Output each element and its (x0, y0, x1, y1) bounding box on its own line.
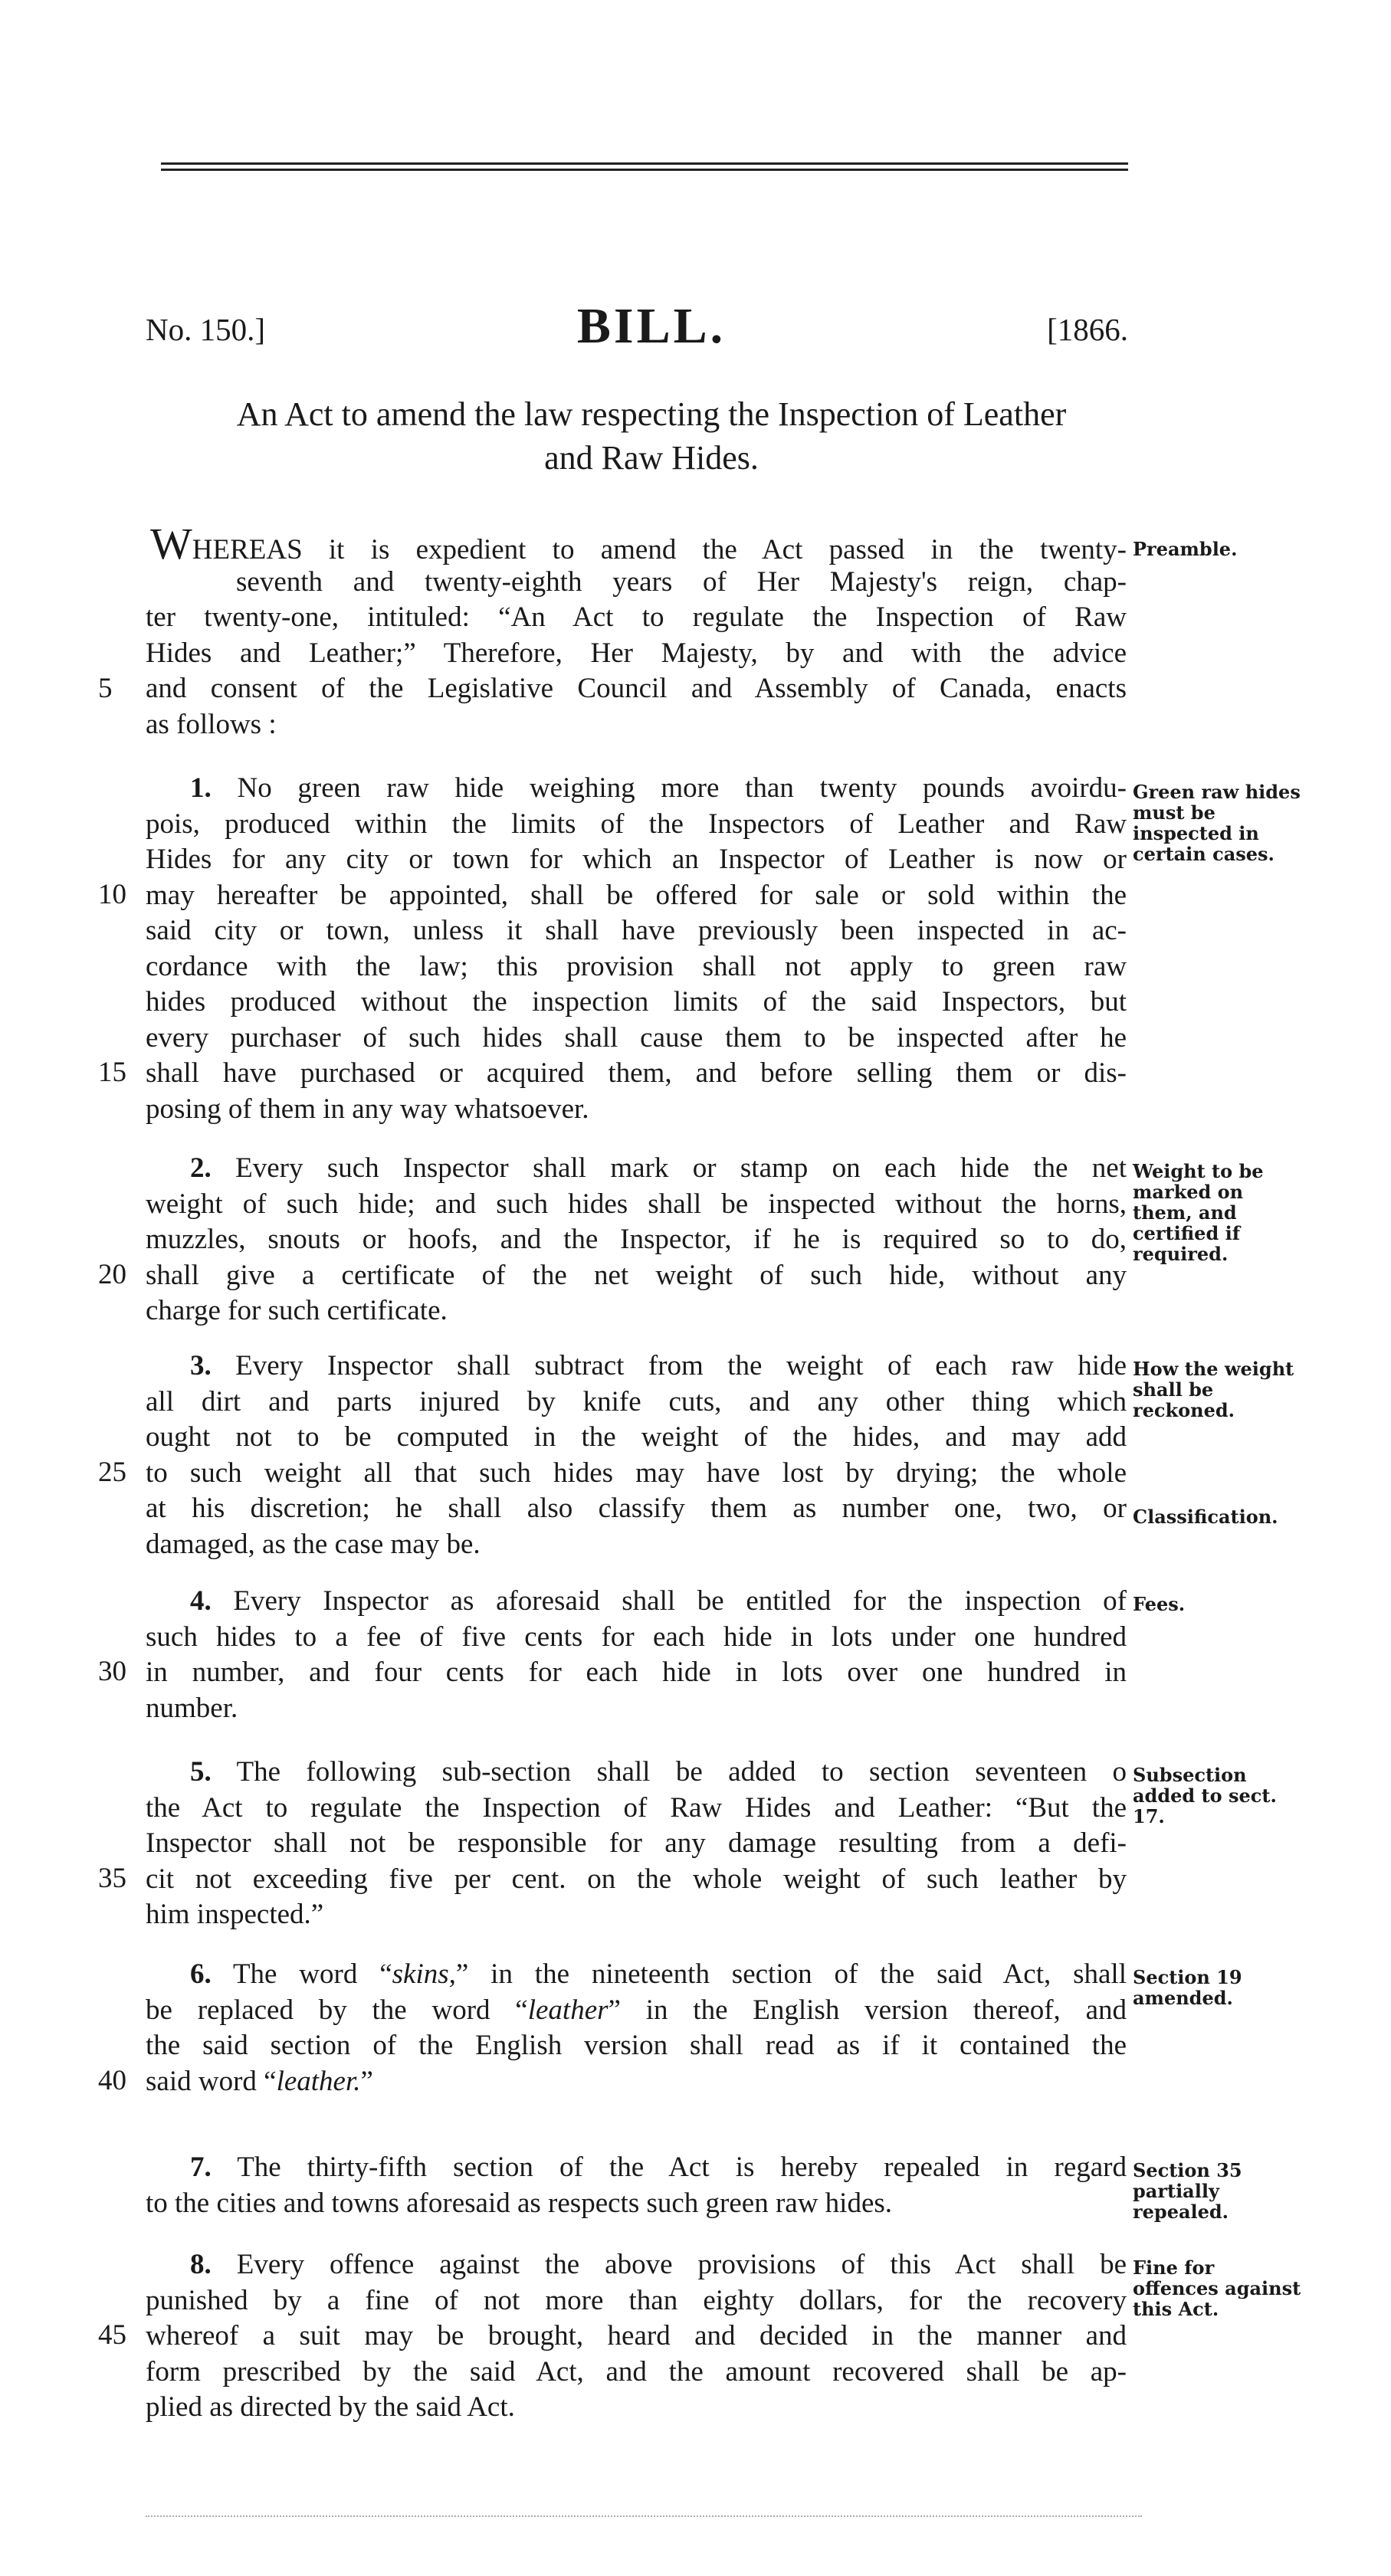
section-line: in number, and four cents for each hide in lots over one hundred in (146, 1657, 1127, 1688)
margin-note-section-1: Green raw hides must be inspected in certain cases. (1133, 781, 1301, 865)
section-line: to such weight all that such hides may have lost by drying; the whole (146, 1457, 1127, 1489)
section-line: all dirt and parts injured by knife cuts, and any other thing which (146, 1385, 1127, 1417)
line-number: 15 (98, 1057, 126, 1088)
section-line: The thirty-fifth section of the Act is hereby repealed in regard (237, 2152, 1127, 2183)
act-title-line-2: and Raw Hides. (544, 439, 759, 477)
section-line: Every Inspector shall subtract from the weight of each raw hide (235, 1350, 1127, 1381)
section-line: Inspector shall not be responsible for any damage resulting from a defi- (146, 1827, 1127, 1859)
bill-year: [1866. (1047, 312, 1128, 347)
section-line: No green raw hide weighing more than twenty pounds avoirdu- (237, 772, 1127, 804)
section-line: charge for such certificate. (146, 1295, 448, 1326)
italic-word: skins, (392, 1958, 456, 1990)
section-line: weight of such hide; and such hides shall be inspected without the horns, (146, 1188, 1127, 1220)
line-number: 45 (98, 2319, 126, 2351)
section-4 (146, 1584, 1127, 1726)
section-line: The following sub-section shall be added to section seventeen o (236, 1756, 1127, 1788)
section-number: 8. (190, 2249, 212, 2280)
section-text: ” in the nineteenth section of the said Act, shall (455, 1958, 1127, 1990)
section-line: damaged, as the case may be. (146, 1528, 481, 1560)
preamble-line: seventh and twenty-eighth years of Her Majesty's reign, chap- (236, 565, 1127, 598)
section-line: to the cities and towns aforesaid as respects such green raw hides. (146, 2187, 893, 2219)
line-number: 10 (98, 879, 126, 910)
section-2 (146, 1151, 1127, 1329)
section-line: Every Inspector as aforesaid shall be entitled for the inspection of (233, 1585, 1127, 1617)
section-line: pois, produced within the limits of the Inspectors of Leather and Raw (146, 808, 1127, 840)
section-line: at his discretion; he shall also classify them as number one, two, or (146, 1493, 1127, 1524)
section-line: such hides to a fee of five cents for each hide in lots under one hundred (146, 1621, 1127, 1653)
margin-note-section-4: Fees. (1133, 1593, 1186, 1615)
section-number: 1. (190, 772, 212, 804)
section-text: ” (360, 2065, 373, 2097)
section-line: the said section of the English version shall read as if it contained the (146, 2030, 1127, 2061)
margin-note-section-2: Weight to be marked on them, and certified if required. (1133, 1160, 1264, 1265)
section-line: number. (146, 1692, 238, 1724)
act-title-line-1: An Act to amend the law respecting the Inspection of Leather (236, 395, 1067, 433)
margin-note-section-6: Section 19 amended. (1133, 1966, 1242, 2009)
section-line: hides produced without the inspection limits of the said Inspectors, but (146, 986, 1127, 1018)
italic-word: leather. (276, 2065, 361, 2097)
section-7 (146, 2150, 1127, 2221)
bill-number: No. 150.] (146, 312, 266, 347)
section-line: cit not exceeding five per cent. on the whole weight of such leather by (146, 1863, 1127, 1895)
section-line: the Act to regulate the Inspection of Raw Hides and Leather: “But the (146, 1791, 1127, 1824)
margin-note-preamble: Preamble. (1133, 538, 1238, 560)
section-6 (146, 1957, 1127, 2099)
section-line: Every such Inspector shall mark or stamp on each hide the net (235, 1152, 1127, 1184)
preamble-line: ter twenty-one, intituled: “An Act to regulate the Inspection of Raw (146, 601, 1127, 633)
section-line: punished by a fine of not more than eighty dollars, for the recovery (146, 2284, 1127, 2316)
italic-word: leather (527, 1994, 609, 2026)
section-line: may hereafter be appointed, shall be offered for sale or sold within the (146, 879, 1127, 911)
bottom-dotted-rule (146, 2515, 1142, 2517)
section-line: plied as directed by the said Act. (146, 2391, 515, 2423)
section-8 (146, 2247, 1127, 2426)
section-line: whereof a suit may be brought, heard and decided in the manner and (146, 2320, 1127, 2352)
line-number: 25 (98, 1457, 126, 1488)
section-1 (146, 771, 1127, 1127)
section-line: form prescribed by the said Act, and the amount recovered shall be ap- (146, 2355, 1127, 2388)
section-text: ” in the English version thereof, and (608, 1994, 1127, 2026)
line-number: 40 (98, 2065, 126, 2096)
preamble-dropcap: W (150, 519, 192, 569)
section-number: 3. (190, 1350, 212, 1381)
section-line: Every offence against the above provisions of this Act shall be (236, 2249, 1127, 2280)
section-5 (146, 1755, 1127, 1933)
section-line: ought not to be computed in the weight of the hides, and may add (146, 1421, 1127, 1453)
section-line: shall have purchased or acquired them, and before selling them or dis- (146, 1057, 1127, 1089)
section-text: The word “ (232, 1958, 392, 1990)
preamble-line: as follows : (146, 708, 277, 740)
section-line: Hides for any city or town for which an Inspector of Leather is now or (146, 844, 1127, 875)
section-number: 7. (190, 2152, 212, 2183)
section-number: 4. (190, 1585, 212, 1617)
margin-note-classification: Classification. (1133, 1506, 1278, 1528)
preamble-line: Hides and Leather;” Therefore, Her Majesty, by and with the advice (146, 637, 1127, 669)
section-line: cordance with the law; this provision shall not apply to green raw (146, 950, 1127, 982)
bill-header (146, 297, 1142, 354)
section-text: said word “ (146, 2065, 277, 2097)
section-line: said city or town, unless it shall have previously been inspected in ac- (146, 915, 1127, 946)
line-number: 30 (98, 1656, 126, 1687)
section-line: shall give a certificate of the net weight of such hide, without any (146, 1259, 1127, 1291)
top-rule-lower (161, 169, 1128, 171)
margin-note-section-3: How the weight shall be reckoned. (1133, 1358, 1294, 1421)
margin-note-section-7: Section 35 partially repealed. (1133, 2159, 1242, 2223)
preamble (146, 519, 1127, 742)
section-number: 6. (190, 1958, 212, 1990)
section-number: 2. (190, 1152, 212, 1184)
act-title (130, 392, 1173, 480)
section-3 (146, 1349, 1127, 1562)
top-rule-upper (161, 162, 1128, 165)
section-number: 5. (190, 1756, 212, 1788)
line-number: 5 (98, 673, 113, 704)
section-line: him inspected.” (146, 1899, 324, 1930)
section-line: muzzles, snouts or hoofs, and the Inspector, if he is required so to do, (146, 1224, 1127, 1255)
preamble-line: and consent of the Legislative Council and Assembly of Canada, enacts (146, 673, 1127, 704)
preamble-line: HEREAS it is expedient to amend the Act passed in the twenty- (192, 534, 1127, 565)
margin-note-section-8: Fine for offences against this Act. (1133, 2256, 1301, 2320)
bill-title: BILL. (576, 298, 727, 354)
line-number: 20 (98, 1259, 126, 1290)
section-line: every purchaser of such hides shall cause them to be inspected after he (146, 1021, 1127, 1054)
section-line: posing of them in any way whatsoever. (146, 1093, 589, 1125)
margin-note-section-5: Subsection added to sect. 17. (1133, 1764, 1277, 1827)
section-text: be replaced by the word “ (146, 1994, 528, 2026)
line-number: 35 (98, 1863, 126, 1894)
